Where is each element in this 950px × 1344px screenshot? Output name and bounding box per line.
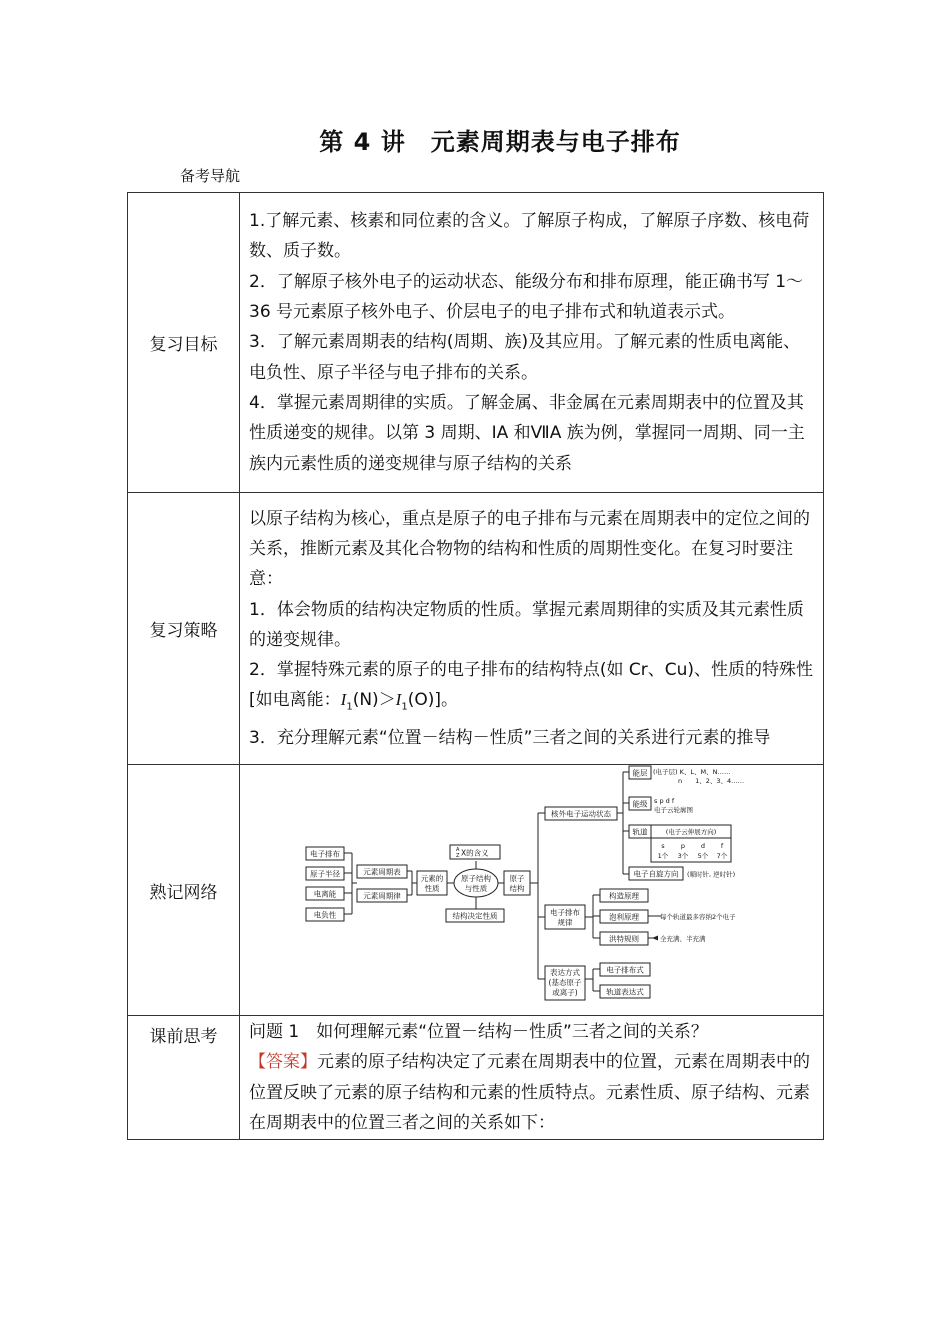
expression-label: (基态原子 (548, 978, 582, 987)
periodic-table-label: 元素周期表 (363, 867, 401, 877)
table-row-thinking (128, 1016, 824, 1140)
principle-label: 构造原理 (609, 891, 639, 901)
ionization-left: (N) (352, 690, 379, 711)
row-label-goals: 复习目标 (128, 193, 240, 493)
goals-line: 4．掌握元素周期律的实质。了解金属、非金属在元素周期表中的位置及其性质递变的规律。以第 3 周期、ⅠA 和ⅦA 族为例，掌握同一周期、同一主族内元素性质的递变规律与原子结构的关系 (249, 392, 805, 474)
hund-desc: 全充满、半充满 (660, 935, 706, 943)
ionization-operator: ＞ (378, 690, 396, 711)
energy-layer-n: n 1、2、3、4…… (678, 777, 745, 785)
top-note-sup: A (456, 847, 460, 853)
orbital-label: 轨道 (632, 827, 648, 837)
element-props-label: 元素的 (420, 874, 444, 883)
goals-line: 3．了解元素周期表的结构(周期、族)及其应用。了解元素的性质电离能、电负性、原子半径与电子排布的关系。 (249, 332, 801, 383)
element-props-label: 性质 (424, 884, 440, 893)
table-row-network (128, 765, 824, 1016)
pauli-desc: 每个轨道最多容纳2个电子 (660, 913, 736, 921)
orbital-desc: (电子云伸展方向) (665, 828, 717, 836)
ionization-symbol: I (340, 690, 347, 710)
arrangement-label: 电子排布 (550, 908, 580, 917)
left-item: 原子半径 (310, 869, 340, 879)
strategy-line: 3．充分理解元素“位置－结构－性质”三者之间的关系进行元素的推导 (249, 728, 771, 749)
ionization-subscript: 1 (401, 701, 408, 713)
atomic-structure-label: 结构 (509, 884, 525, 893)
strategy-line-text: 2．掌握特殊元素的原子的电子排布的结构特点(如 Cr、Cu)、性质的特殊性[如电离能： (249, 660, 813, 711)
ionization-right: (O) (407, 690, 435, 711)
expression-label: 或离子) (552, 988, 578, 997)
answer-text: 元素的原子结构决定了元素在周期表中的位置，元素在周期表中的位置反映了元素的原子结构和元素的性质特点。元素性质、原子结构、元素在周期表中的位置三者之间的关系如下： (249, 1052, 810, 1133)
expr-item: 轨道表达式 (606, 987, 644, 997)
energy-level-label: 能级 (632, 799, 648, 809)
thinking-content (240, 1016, 824, 1140)
top-note-label: X的含义 (461, 848, 489, 858)
ionization-symbol: I (395, 690, 402, 710)
strategy-line: 1．体会物质的结构决定物质的性质。掌握元素周期律的实质及其元素性质的递变规律。 (249, 599, 804, 650)
ionization-tail: ]。 (434, 690, 459, 711)
page-title: 第 4 讲 元素周期表与电子排布 (319, 128, 681, 156)
energy-layer-desc: (电子层) K、L、M、N…… (653, 768, 731, 776)
table-row-goals (128, 193, 824, 493)
left-item: 电子排布 (310, 849, 340, 859)
orbital-type: p (680, 842, 686, 850)
principle-label: 泡利原理 (609, 912, 639, 922)
left-item: 电离能 (313, 889, 337, 899)
orbital-type: f (720, 842, 724, 850)
center-label: 与性质 (464, 884, 488, 893)
center-label: 原子结构 (461, 874, 491, 883)
motion-state-label: 核外电子运动状态 (551, 809, 611, 819)
energy-level-desc2: 电子云轮廓图 (654, 806, 693, 814)
row-label-thinking: 课前思考 (128, 1016, 240, 1140)
study-guide-table (127, 192, 824, 1140)
strategy-line-ionization (249, 655, 813, 723)
goals-content (240, 193, 824, 493)
top-note-sub: Z (456, 853, 460, 859)
periodic-law-label: 元素周期律 (363, 891, 401, 901)
knowledge-network-cell (240, 765, 824, 1016)
strategy-content (240, 493, 824, 765)
expr-item: 电子排布式 (606, 965, 644, 975)
question-text: 问题 1 如何理解元素“位置－结构－性质”三者之间的关系？ (249, 1022, 708, 1042)
table-row-strategy (128, 493, 824, 765)
orbital-count: 5个 (697, 852, 709, 860)
row-label-network: 熟记网络 (128, 765, 240, 1016)
principle-label: 洪特规则 (609, 934, 639, 944)
ionization-subscript: 1 (346, 701, 353, 713)
expression-label: 表达方式 (550, 968, 580, 977)
orbital-count: 7个 (716, 852, 728, 860)
energy-layer-label: 能层 (632, 768, 648, 778)
strategy-line: 以原子结构为核心，重点是原子的电子排布与元素在周期表中的定位之间的关系，推断元素及其化合物物的结构和性质的周期性变化。在复习时要注意： (249, 508, 810, 590)
spin-desc: (顺时针, 逆时针) (687, 870, 736, 879)
goals-line: 2．了解原子核外电子的运动状态、能级分布和排布原理，能正确书写 1～36 号元素原子核外电子、价层电子的电子排布式和轨道表示式。 (249, 271, 804, 323)
orbital-count: 3个 (677, 852, 689, 860)
section-subtitle: 备考导航 (180, 167, 241, 185)
row-label-strategy: 复习策略 (128, 493, 240, 765)
orbital-type: d (700, 842, 706, 850)
spin-label: 电子自旋方向 (633, 869, 679, 879)
atomic-structure-label: 原子 (509, 874, 525, 883)
answer-tag: 【答案】 (249, 1052, 317, 1073)
left-item: 电负性 (313, 910, 337, 920)
knowledge-network-diagram (240, 765, 826, 1011)
answer-paragraph (249, 1047, 813, 1138)
energy-level-desc: s p d f (654, 797, 675, 805)
orbital-count: 1个 (657, 852, 669, 860)
orbital-type: s (661, 842, 665, 850)
arrangement-label: 规律 (557, 918, 573, 927)
bottom-note-label: 结构决定性质 (452, 911, 498, 921)
goals-line: 1.了解元素、核素和同位素的含义。了解原子构成，了解原子序数、核电荷数、质子数。 (249, 211, 810, 262)
